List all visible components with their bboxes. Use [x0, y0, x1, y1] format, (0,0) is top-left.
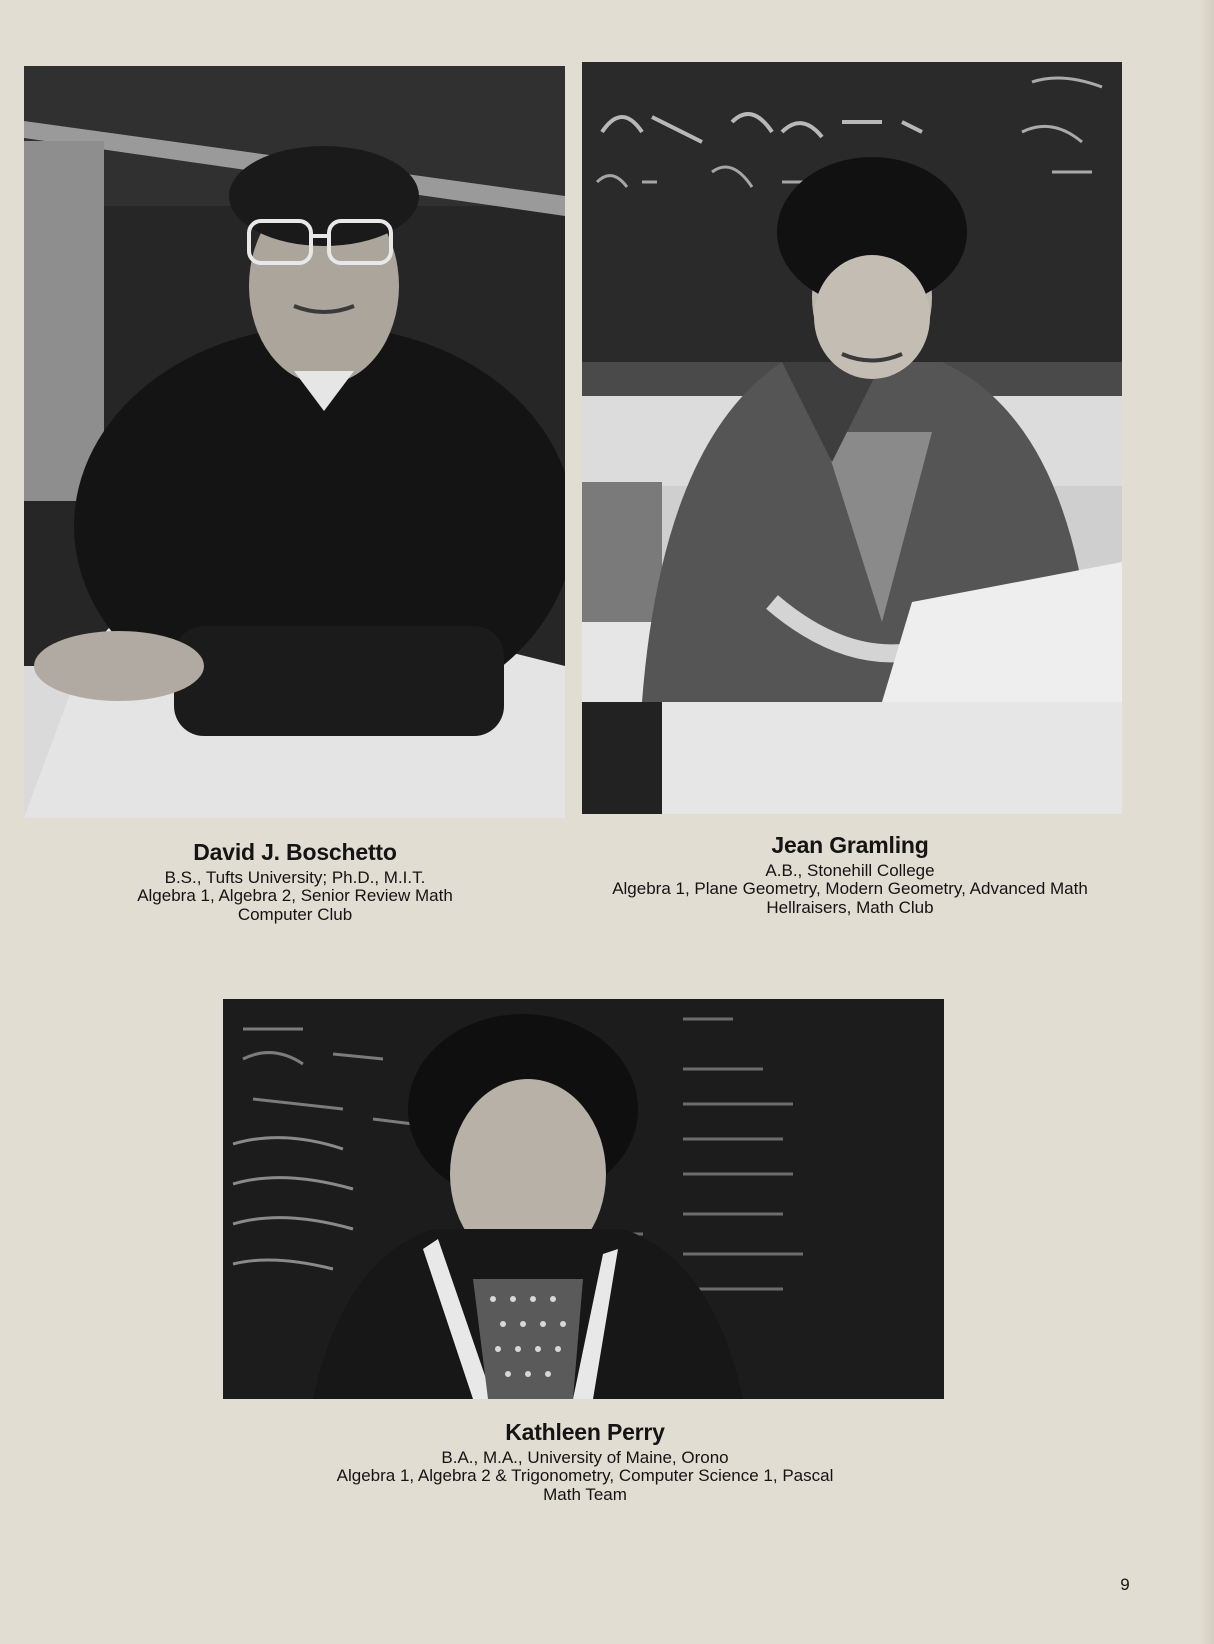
- teacher-activities: Computer Club: [237, 904, 353, 924]
- page-number: 9: [1120, 1575, 1130, 1594]
- page-edge: [1200, 0, 1214, 1644]
- teacher-activities: Hellraisers, Math Club: [766, 897, 934, 917]
- teacher-education: B.A., M.A., University of Maine, Orono: [441, 1447, 729, 1467]
- teacher-photo-gramling: [582, 62, 1122, 814]
- teacher-name: Jean Gramling: [771, 832, 929, 858]
- teacher-name: Kathleen Perry: [505, 1419, 665, 1445]
- teacher-photo-perry: [223, 999, 944, 1399]
- teacher-name: David J. Boschetto: [193, 839, 397, 865]
- teacher-photo-boschetto: [24, 66, 565, 818]
- teacher-courses: Algebra 1, Algebra 2 & Trigonometry, Computer Science 1, Pascal: [336, 1466, 834, 1486]
- teacher-courses: Algebra 1, Plane Geometry, Modern Geometry, Advanced Math: [612, 879, 1088, 899]
- teacher-caption-gramling: [580, 833, 1120, 917]
- teacher-activities: Math Team: [543, 1484, 627, 1504]
- teacher-courses: Algebra 1, Algebra 2, Senior Review Math: [137, 886, 453, 906]
- teacher-education: A.B., Stonehill College: [765, 860, 935, 880]
- teacher-education: B.S., Tufts University; Ph.D., M.I.T.: [164, 867, 426, 887]
- teacher-caption-boschetto: [40, 840, 550, 924]
- teacher-caption-perry: [280, 1420, 890, 1504]
